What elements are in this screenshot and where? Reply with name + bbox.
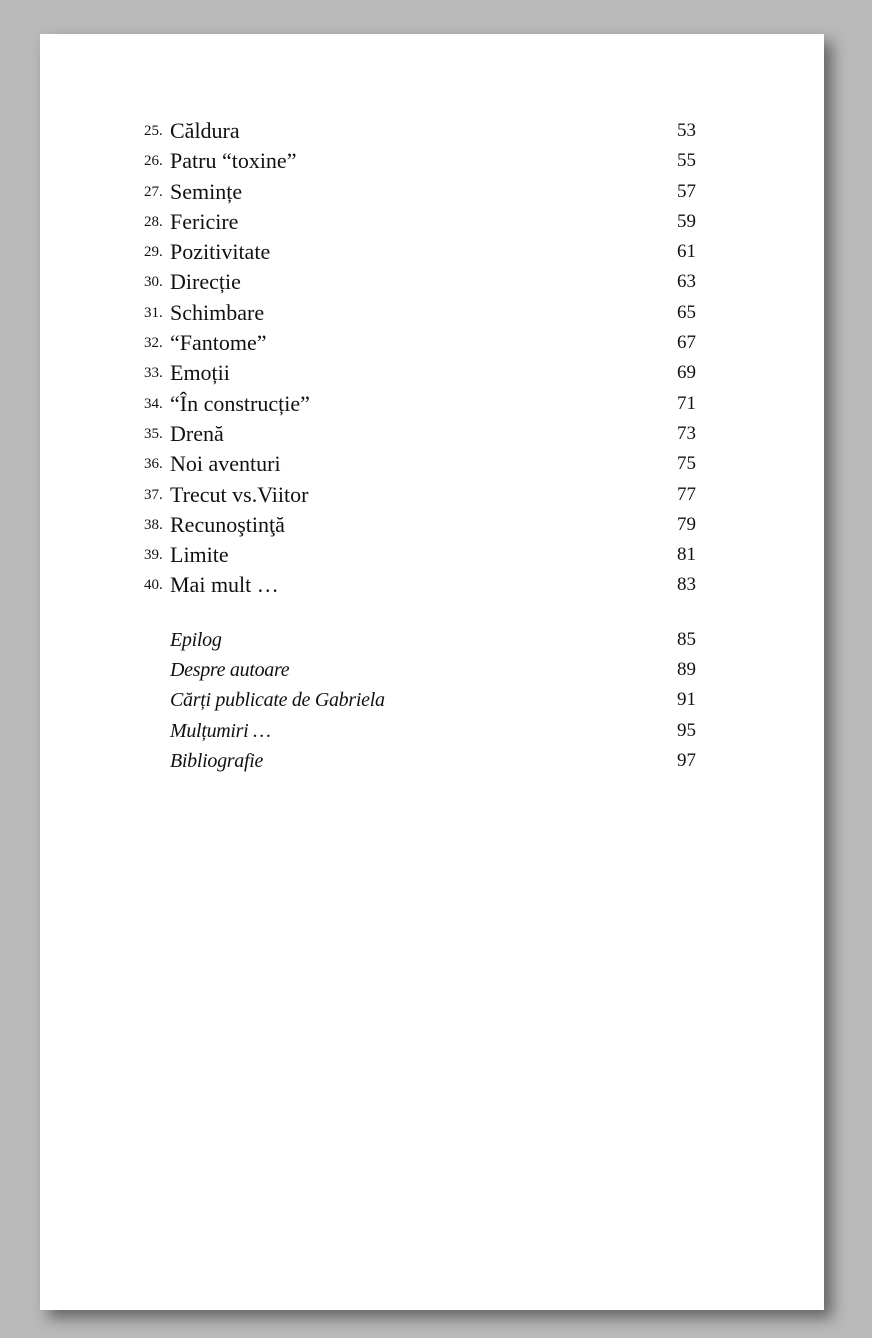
page-number: 91 — [677, 689, 696, 711]
toc-extra-entry — [144, 655, 696, 685]
chapter-title: Trecut vs.Viitor — [170, 481, 309, 507]
chapter-number: 25. — [144, 123, 163, 139]
extra-title: Mulțumiri … — [170, 719, 271, 742]
extra-title: Cărți publicate de Gabriela — [170, 689, 385, 712]
toc-extra-entry — [144, 746, 696, 776]
chapter-title: Căldura — [170, 118, 240, 143]
page-number: 63 — [677, 271, 696, 293]
toc-entry — [144, 116, 696, 146]
chapter-number: 27. — [144, 183, 163, 200]
page-number: 61 — [677, 241, 696, 263]
toc-entry — [144, 449, 696, 479]
chapter-number: 34. — [144, 395, 163, 412]
page-number: 67 — [677, 332, 696, 354]
extra-title: Bibliografie — [170, 749, 264, 772]
toc-entry — [144, 237, 696, 267]
page-number: 59 — [677, 210, 696, 232]
chapter-title: Recunoştinţă — [170, 511, 285, 537]
page-number: 69 — [677, 362, 696, 384]
page-number: 95 — [677, 719, 696, 741]
page-number: 81 — [677, 544, 696, 566]
toc-entry — [144, 480, 696, 510]
chapter-number: 31. — [144, 304, 163, 321]
section-gap — [144, 601, 696, 625]
page-number: 97 — [677, 749, 696, 771]
page-number: 77 — [677, 483, 696, 505]
table-of-contents — [144, 116, 696, 776]
toc-entry — [144, 146, 696, 176]
page-number: 73 — [677, 422, 696, 444]
page-number: 53 — [677, 120, 696, 141]
toc-entry — [144, 419, 696, 449]
toc-entry — [144, 358, 696, 388]
toc-entry — [144, 389, 696, 419]
toc-extra-entry — [144, 685, 696, 715]
page-number: 75 — [677, 453, 696, 475]
chapter-title: Drenă — [170, 420, 224, 446]
chapter-number: 40. — [144, 577, 163, 594]
page-number: 83 — [677, 574, 696, 596]
toc-entry — [144, 267, 696, 297]
toc-entry — [144, 207, 696, 237]
chapter-title: Emoții — [170, 360, 230, 386]
chapter-title: “În construcție” — [170, 390, 310, 416]
page-number: 79 — [677, 513, 696, 535]
page-number: 71 — [677, 392, 696, 414]
chapter-title: Pozitivitate — [170, 239, 271, 265]
extra-title: Epilog — [170, 628, 222, 651]
toc-entry — [144, 177, 696, 207]
chapter-number: 39. — [144, 547, 163, 564]
chapter-number: 26. — [144, 153, 163, 170]
toc-entry — [144, 540, 696, 570]
toc-entry — [144, 510, 696, 540]
toc-extra-entry — [144, 716, 696, 746]
toc-entry — [144, 570, 696, 600]
chapter-number: 30. — [144, 274, 163, 291]
chapter-title: Limite — [170, 542, 229, 568]
toc-entry — [144, 298, 696, 328]
toc-extra-entry — [144, 625, 696, 655]
chapter-number: 38. — [144, 516, 163, 533]
chapter-title: Fericire — [170, 208, 239, 234]
chapter-title: “Fantome” — [170, 330, 267, 356]
chapter-title: Schimbare — [170, 299, 265, 325]
chapter-number: 35. — [144, 425, 163, 442]
chapter-number: 29. — [144, 244, 163, 261]
chapter-number: 36. — [144, 456, 163, 473]
page-number: 57 — [677, 180, 696, 202]
page-number: 65 — [677, 301, 696, 323]
chapter-title: Mai mult … — [170, 572, 279, 598]
book-page — [40, 34, 824, 1310]
chapter-title: Semințe — [170, 178, 243, 204]
page-number: 55 — [677, 150, 696, 172]
chapter-number: 32. — [144, 335, 163, 352]
chapter-title: Patru “toxine” — [170, 148, 297, 174]
page-number: 89 — [677, 659, 696, 681]
chapter-number: 28. — [144, 213, 163, 230]
chapter-number: 37. — [144, 486, 163, 503]
chapter-title: Direcție — [170, 269, 241, 295]
toc-entry — [144, 328, 696, 358]
chapter-number: 33. — [144, 365, 163, 382]
page-number: 85 — [677, 628, 696, 650]
chapter-title: Noi aventuri — [170, 451, 281, 477]
extra-title: Despre autoare — [170, 659, 290, 682]
